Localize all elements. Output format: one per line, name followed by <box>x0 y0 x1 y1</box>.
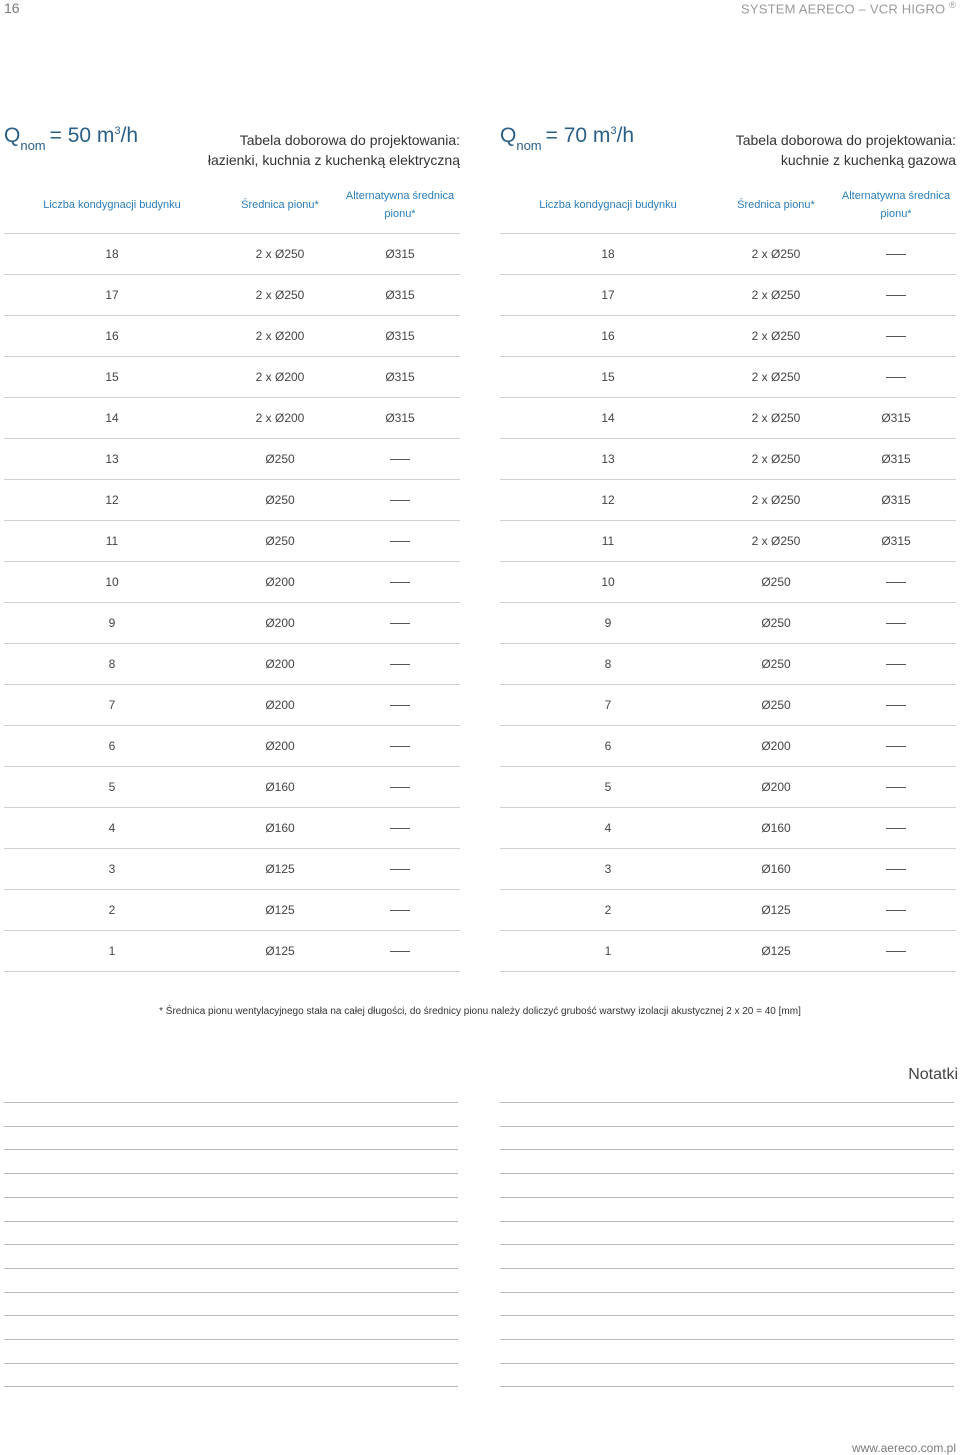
cell-alternative <box>340 521 460 561</box>
notes-rule-line <box>500 1102 954 1103</box>
cell-floors: 15 <box>105 370 119 384</box>
cell-alternative <box>340 439 460 479</box>
cell-alternative <box>836 808 956 848</box>
cell-diameter: 2 x Ø250 <box>751 452 801 466</box>
notes-rule-line <box>4 1244 458 1245</box>
col-header-alternative-line1: Alternatywna średnica <box>345 190 455 202</box>
table-row <box>500 644 956 685</box>
dash-mark <box>390 459 410 460</box>
cell-diameter: Ø160 <box>265 780 295 794</box>
table-row <box>4 562 460 603</box>
q-unit: /h <box>120 124 139 147</box>
dash-mark <box>886 377 906 378</box>
cell-diameter: 2 x Ø200 <box>255 411 305 425</box>
cell-alternative <box>836 480 956 520</box>
cell-alternative <box>836 234 956 274</box>
dash-mark <box>886 254 906 255</box>
table-title <box>208 130 460 170</box>
dash-mark <box>886 623 906 624</box>
cell-alternative <box>340 275 460 315</box>
cell-diameter: Ø250 <box>761 616 791 630</box>
cell-diameter: Ø200 <box>265 616 295 630</box>
cell-floors: 17 <box>105 288 119 302</box>
q-letter: Q <box>4 124 21 147</box>
cell-floors: 10 <box>601 575 615 589</box>
notes-rule-line <box>4 1315 458 1316</box>
footnote: * Średnica pionu wentylacyjnego stała na całej długości, do średnicy pionu należy doliczyć grubość warstwy izolacji akustycznej 2 x 20 = 40 [mm] <box>159 1006 801 1017</box>
cell-diameter: 2 x Ø250 <box>751 247 801 261</box>
table-title-line1: Tabela doborowa do projektowania: <box>239 132 460 148</box>
cell-floors: 7 <box>108 698 116 712</box>
dash-mark <box>390 746 410 747</box>
cell-diameter: 2 x Ø200 <box>255 329 305 343</box>
cell-floors: 7 <box>604 698 612 712</box>
table-row <box>500 439 956 480</box>
q-subscript: nom <box>516 138 542 153</box>
table-row <box>4 808 460 849</box>
alternative-value: Ø315 <box>881 493 911 507</box>
cell-diameter: Ø125 <box>265 862 295 876</box>
dash-mark <box>886 582 906 583</box>
table-row <box>500 808 956 849</box>
dash-mark <box>390 910 410 911</box>
cell-alternative <box>340 398 460 438</box>
page-number: 16 <box>4 0 20 16</box>
notes-rule-line <box>4 1363 458 1364</box>
cell-floors: 3 <box>604 862 612 876</box>
table-row <box>500 275 956 316</box>
dash-mark <box>886 951 906 952</box>
cell-diameter: Ø250 <box>761 575 791 589</box>
table-row <box>4 439 460 480</box>
dash-mark <box>886 664 906 665</box>
cell-diameter: Ø160 <box>761 821 791 835</box>
cell-diameter: Ø200 <box>265 657 295 671</box>
table-row <box>500 685 956 726</box>
cell-diameter: 2 x Ø250 <box>751 370 801 384</box>
cell-diameter: Ø250 <box>761 698 791 712</box>
alternative-value: Ø315 <box>385 288 415 302</box>
notes-rule-line <box>4 1221 458 1222</box>
q-value: = 50 m <box>49 124 115 147</box>
cell-floors: 16 <box>601 329 615 343</box>
table-row <box>500 234 956 275</box>
q-exponent: 3 <box>114 125 121 137</box>
table-row <box>500 562 956 603</box>
table-row <box>500 480 956 521</box>
notes-rule-line <box>500 1244 954 1245</box>
cell-floors: 3 <box>108 862 116 876</box>
notes-rule-line <box>4 1292 458 1293</box>
alternative-value: Ø315 <box>385 247 415 261</box>
cell-diameter: Ø200 <box>265 739 295 753</box>
notes-rule-line <box>4 1173 458 1174</box>
cell-floors: 14 <box>105 411 119 425</box>
cell-diameter: Ø160 <box>265 821 295 835</box>
table-row <box>500 931 956 972</box>
cell-diameter: Ø200 <box>265 575 295 589</box>
cell-alternative <box>340 685 460 725</box>
notes-rule-line <box>4 1126 458 1127</box>
table-row <box>4 480 460 521</box>
notes-rule-line <box>500 1315 954 1316</box>
cell-diameter: 2 x Ø250 <box>751 329 801 343</box>
dash-mark <box>886 746 906 747</box>
column-headers <box>500 186 956 226</box>
dash-mark <box>886 705 906 706</box>
notes-rule-line <box>500 1268 954 1269</box>
table-row <box>500 726 956 767</box>
cell-alternative <box>836 849 956 889</box>
cell-alternative <box>340 562 460 602</box>
alternative-value: Ø315 <box>881 452 911 466</box>
q-unit: /h <box>616 124 635 147</box>
cell-diameter: Ø125 <box>265 903 295 917</box>
cell-alternative <box>836 439 956 479</box>
cell-alternative <box>340 931 460 971</box>
notes-rule-line <box>500 1386 954 1387</box>
cell-floors: 15 <box>601 370 615 384</box>
alternative-value: Ø315 <box>881 411 911 425</box>
alternative-value: Ø315 <box>385 411 415 425</box>
table-row <box>500 849 956 890</box>
cell-floors: 6 <box>108 739 116 753</box>
cell-floors: 10 <box>105 575 119 589</box>
notes-rule-line <box>4 1149 458 1150</box>
notes-rule-line <box>500 1126 954 1127</box>
alternative-value: Ø315 <box>881 534 911 548</box>
website-link[interactable]: www.aereco.com.pl <box>851 1441 956 1455</box>
q-exponent: 3 <box>610 125 617 137</box>
cell-diameter: 2 x Ø250 <box>751 411 801 425</box>
cell-floors: 11 <box>105 534 119 548</box>
running-header-title: SYSTEM AERECO – VCR HIGRO <box>740 1 946 17</box>
cell-diameter: Ø250 <box>761 657 791 671</box>
cell-floors: 14 <box>601 411 615 425</box>
notes-rule-line <box>500 1339 954 1340</box>
cell-diameter: 2 x Ø200 <box>255 370 305 384</box>
table-row <box>4 767 460 808</box>
cell-alternative <box>836 726 956 766</box>
col-header-floors: Liczba kondygnacji budynku <box>43 199 181 211</box>
cell-floors: 1 <box>108 944 116 958</box>
notes-rule-line <box>500 1173 954 1174</box>
cell-diameter: 2 x Ø250 <box>751 288 801 302</box>
table-title-line2: łazienki, kuchnia z kuchenką elektryczną <box>207 152 460 168</box>
notes-rule-line <box>500 1197 954 1198</box>
table-row <box>500 398 956 439</box>
notes-rule-line <box>4 1102 458 1103</box>
col-header-alternative <box>340 187 460 223</box>
cell-diameter: Ø125 <box>761 903 791 917</box>
cell-diameter: Ø200 <box>761 780 791 794</box>
running-header <box>741 0 956 16</box>
table-row <box>4 357 460 398</box>
cell-alternative <box>836 275 956 315</box>
cell-floors: 8 <box>604 657 612 671</box>
cell-floors: 4 <box>108 821 116 835</box>
table-title-line2: kuchnie z kuchenką gazowa <box>780 152 956 168</box>
table-title <box>736 130 956 170</box>
cell-floors: 12 <box>105 493 119 507</box>
table-row <box>500 603 956 644</box>
cell-diameter: 2 x Ø250 <box>751 493 801 507</box>
cell-floors: 13 <box>105 452 119 466</box>
cell-alternative <box>340 480 460 520</box>
cell-floors: 18 <box>105 247 119 261</box>
cell-diameter: Ø250 <box>265 534 295 548</box>
table-row <box>500 890 956 931</box>
dash-mark <box>886 828 906 829</box>
table-row <box>4 603 460 644</box>
alternative-value: Ø315 <box>385 329 415 343</box>
cell-floors: 17 <box>601 288 615 302</box>
table-row <box>4 275 460 316</box>
cell-diameter: 2 x Ø250 <box>751 534 801 548</box>
dash-mark <box>390 705 410 706</box>
cell-alternative <box>836 603 956 643</box>
cell-alternative <box>340 849 460 889</box>
cell-alternative <box>836 767 956 807</box>
flow-rate-heading <box>500 124 635 153</box>
col-header-diameter: Średnica pionu* <box>241 199 319 211</box>
cell-alternative <box>340 316 460 356</box>
notes-rule-line <box>500 1292 954 1293</box>
table-row <box>4 398 460 439</box>
dash-mark <box>390 500 410 501</box>
table-row <box>500 767 956 808</box>
col-header-alternative-line2: pionu* <box>880 208 912 220</box>
cell-alternative <box>340 644 460 684</box>
cell-floors: 6 <box>604 739 612 753</box>
selection-table <box>4 233 460 972</box>
notes-rule-line <box>4 1197 458 1198</box>
cell-diameter: Ø160 <box>761 862 791 876</box>
table-row <box>4 644 460 685</box>
column-headers <box>4 186 460 226</box>
dash-mark <box>390 951 410 952</box>
cell-alternative <box>836 521 956 561</box>
notes-rule-line <box>4 1339 458 1340</box>
cell-alternative <box>340 603 460 643</box>
cell-alternative <box>340 726 460 766</box>
cell-floors: 5 <box>108 780 116 794</box>
cell-floors: 9 <box>604 616 612 630</box>
table-row <box>4 316 460 357</box>
table-row <box>500 357 956 398</box>
notes-title: Notatki <box>908 1066 958 1083</box>
table-row <box>4 685 460 726</box>
cell-floors: 4 <box>604 821 612 835</box>
cell-diameter: Ø125 <box>761 944 791 958</box>
registered-mark: ® <box>949 0 956 10</box>
cell-diameter: Ø250 <box>265 493 295 507</box>
cell-alternative <box>340 808 460 848</box>
table-row <box>4 849 460 890</box>
table-row <box>500 521 956 562</box>
notes-rule-line <box>500 1221 954 1222</box>
dash-mark <box>390 582 410 583</box>
selection-table <box>500 233 956 972</box>
cell-alternative <box>836 316 956 356</box>
cell-alternative <box>836 562 956 602</box>
cell-alternative <box>836 398 956 438</box>
cell-diameter: Ø200 <box>265 698 295 712</box>
cell-floors: 18 <box>601 247 615 261</box>
cell-floors: 2 <box>604 903 612 917</box>
dash-mark <box>390 623 410 624</box>
cell-alternative <box>340 234 460 274</box>
dash-mark <box>390 828 410 829</box>
cell-alternative <box>836 357 956 397</box>
col-header-alternative <box>836 187 956 223</box>
notes-rule-line <box>500 1363 954 1364</box>
cell-alternative <box>340 357 460 397</box>
table-row <box>4 931 460 972</box>
cell-floors: 12 <box>601 493 615 507</box>
cell-floors: 11 <box>601 534 615 548</box>
cell-diameter: Ø125 <box>265 944 295 958</box>
cell-floors: 13 <box>601 452 615 466</box>
dash-mark <box>390 787 410 788</box>
q-value: = 70 m <box>545 124 611 147</box>
cell-diameter: Ø200 <box>761 739 791 753</box>
q-letter: Q <box>500 124 517 147</box>
table-row <box>4 726 460 767</box>
flow-rate-heading <box>4 124 139 153</box>
table-row <box>500 316 956 357</box>
cell-alternative <box>836 685 956 725</box>
cell-floors: 16 <box>105 329 119 343</box>
dash-mark <box>390 664 410 665</box>
dash-mark <box>390 869 410 870</box>
table-title-line1: Tabela doborowa do projektowania: <box>735 132 956 148</box>
cell-alternative <box>836 890 956 930</box>
cell-floors: 8 <box>108 657 116 671</box>
dash-mark <box>886 336 906 337</box>
table-row <box>4 521 460 562</box>
dash-mark <box>886 869 906 870</box>
q-subscript: nom <box>20 138 46 153</box>
dash-mark <box>886 787 906 788</box>
table-row <box>4 890 460 931</box>
dash-mark <box>886 295 906 296</box>
cell-diameter: Ø250 <box>265 452 295 466</box>
notes-rule-line <box>4 1386 458 1387</box>
dash-mark <box>390 541 410 542</box>
cell-floors: 9 <box>108 616 116 630</box>
cell-diameter: 2 x Ø250 <box>255 288 305 302</box>
cell-diameter: 2 x Ø250 <box>255 247 305 261</box>
col-header-alternative-line2: pionu* <box>384 208 416 220</box>
notes-rule-line <box>500 1149 954 1150</box>
cell-alternative <box>340 767 460 807</box>
notes-rule-line <box>4 1268 458 1269</box>
cell-alternative <box>836 644 956 684</box>
dash-mark <box>886 910 906 911</box>
cell-floors: 5 <box>604 780 612 794</box>
col-header-floors: Liczba kondygnacji budynku <box>539 199 677 211</box>
col-header-alternative-line1: Alternatywna średnica <box>841 190 951 202</box>
col-header-diameter: Średnica pionu* <box>737 199 815 211</box>
cell-floors: 1 <box>604 944 612 958</box>
cell-alternative <box>836 931 956 971</box>
alternative-value: Ø315 <box>385 370 415 384</box>
cell-alternative <box>340 890 460 930</box>
table-row <box>4 234 460 275</box>
cell-floors: 2 <box>108 903 116 917</box>
